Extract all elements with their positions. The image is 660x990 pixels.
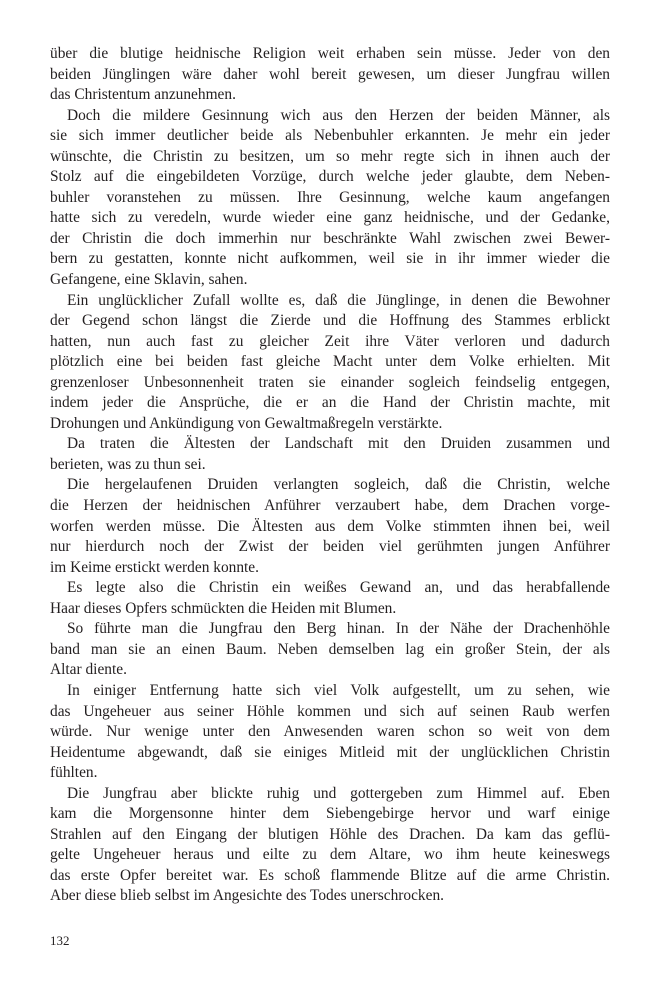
text-line: das erste Opfer bereitet war. Es schoß flammende Blitze auf die arme Christin.	[50, 866, 610, 884]
text-line: Es legte also die Christin ein weißes Gewand an, und das herabfallende	[67, 579, 610, 597]
text-line: das Ungeheuer aus seiner Höhle kommen und sich auf seinen Raub werfen	[50, 702, 610, 720]
text-line: Ein unglücklicher Zufall wollte es, daß die Jünglinge, in denen die Bewohner	[67, 291, 610, 309]
text-line: gelte Ungeheuer heraus und eilte zu dem Altare, wo ihm heute keineswegs	[50, 846, 610, 864]
text-line: grenzenloser Unbesonnenheit traten sie einander sogleich feindselig entgegen,	[50, 373, 610, 391]
text-line: Die hergelaufenen Druiden verlangten sogleich, daß die Christin, welche	[67, 476, 610, 494]
paragraph	[50, 578, 610, 619]
text-line: Drohungen und Ankündigung von Gewaltmaßregeln verstärkte.	[50, 414, 443, 432]
text-line: Heidentume abgewandt, daß sie einiges Mitleid mit der unglücklichen Christin	[50, 743, 610, 761]
text-line: Aber diese blieb selbst im Angesichte des Todes unerschrocken.	[50, 887, 444, 905]
text-line: buhler voranstehen zu müssen. Ihre Gesinnung, welche kaum angefangen	[50, 188, 610, 206]
paragraph	[50, 106, 610, 291]
text-line: das Christentum anzunehmen.	[50, 86, 236, 104]
text-line: In einiger Entfernung hatte sich viel Volk aufgestellt, um zu sehen, wie	[67, 681, 610, 699]
text-line: hatte sich zu veredeln, wurde wieder eine ganz heidnische, und der Gedanke,	[50, 209, 610, 227]
text-line: Gefangene, eine Sklavin, sahen.	[50, 271, 248, 289]
text-line: band man sie an einen Baum. Neben demselben lag ein großer Stein, der als	[50, 640, 610, 658]
text-line: die Herzen der heidnischen Anführer verzaubert habe, dem Drachen vorge-	[50, 497, 610, 515]
paragraph	[50, 434, 610, 475]
text-line: beiden Jünglingen wäre daher wohl bereit gewesen, um dieser Jungfrau willen	[50, 65, 610, 83]
text-line: würde. Nur wenige unter den Anwesenden waren schon so weit von dem	[50, 723, 610, 741]
text-line: sie sich immer deutlicher beide als Nebenbuhler erkannten. Je mehr ein jeder	[50, 127, 610, 145]
text-line: hatten, nun auch fast zu gleicher Zeit ihre Väter verloren und dadurch	[50, 332, 610, 350]
text-line: Haar dieses Opfers schmückten die Heiden mit Blumen.	[50, 599, 397, 617]
text-line: Die Jungfrau aber blickte ruhig und gottergeben zum Himmel auf. Eben	[67, 784, 610, 802]
text-line: fühlten.	[50, 764, 98, 782]
text-line: der Christin die doch immerhin nur beschränkte Wahl zwischen zwei Bewer-	[50, 229, 610, 247]
paragraph	[50, 784, 610, 907]
text-line: nur hierdurch noch der Zwist der beiden viel gerühmten jungen Anführer	[50, 538, 610, 556]
text-line: So führte man die Jungfrau den Berg hinan. In der Nähe der Drachenhöhle	[67, 620, 610, 638]
text-line: wünschte, die Christin zu besitzen, um so mehr regte sich in ihnen auch der	[50, 147, 610, 165]
text-line: Strahlen auf den Eingang der blutigen Höhle des Drachen. Da kam das geflü-	[50, 825, 610, 843]
paragraph	[50, 619, 610, 681]
text-line: Stolz auf die eingebildeten Vorzüge, durch welche jeder glaubte, dem Neben-	[50, 168, 610, 186]
text-line: über die blutige heidnische Religion weit erhaben sein müsse. Jeder von den	[50, 45, 610, 62]
text-line: indem jeder die Ansprüche, die er an die Hand der Christin machte, mit	[50, 394, 610, 412]
page-body	[50, 44, 610, 907]
text-line: Doch die mildere Gesinnung wich aus den Herzen der beiden Männer, als	[67, 106, 610, 124]
text-line: Da traten die Ältesten der Landschaft mit den Druiden zusammen und	[67, 435, 610, 453]
page-number: 132	[50, 933, 70, 948]
text-line: der Gegend schon längst die Zierde und die Hoffnung des Stammes erblickt	[50, 312, 610, 330]
text-line: berieten, was zu thun sei.	[50, 455, 206, 473]
paragraph	[50, 291, 610, 435]
text-line: worfen werden müsse. Die Ältesten aus dem Volke stimmten ihnen bei, weil	[50, 517, 610, 535]
paragraph	[50, 44, 610, 106]
text-line: Altar diente.	[50, 661, 127, 679]
text-line: im Keime erstickt werden konnte.	[50, 558, 259, 576]
paragraph	[50, 475, 610, 578]
text-line: kam die Morgensonne hinter dem Siebengebirge hervor und warf einige	[50, 805, 610, 823]
text-line: bern zu gestatten, konnte nicht aufkommen, weil sie in ihr immer wieder die	[50, 250, 610, 268]
paragraph	[50, 681, 610, 784]
text-line: plötzlich eine bei beiden fast gleiche Macht unter dem Volke erhielten. Mit	[50, 353, 610, 371]
